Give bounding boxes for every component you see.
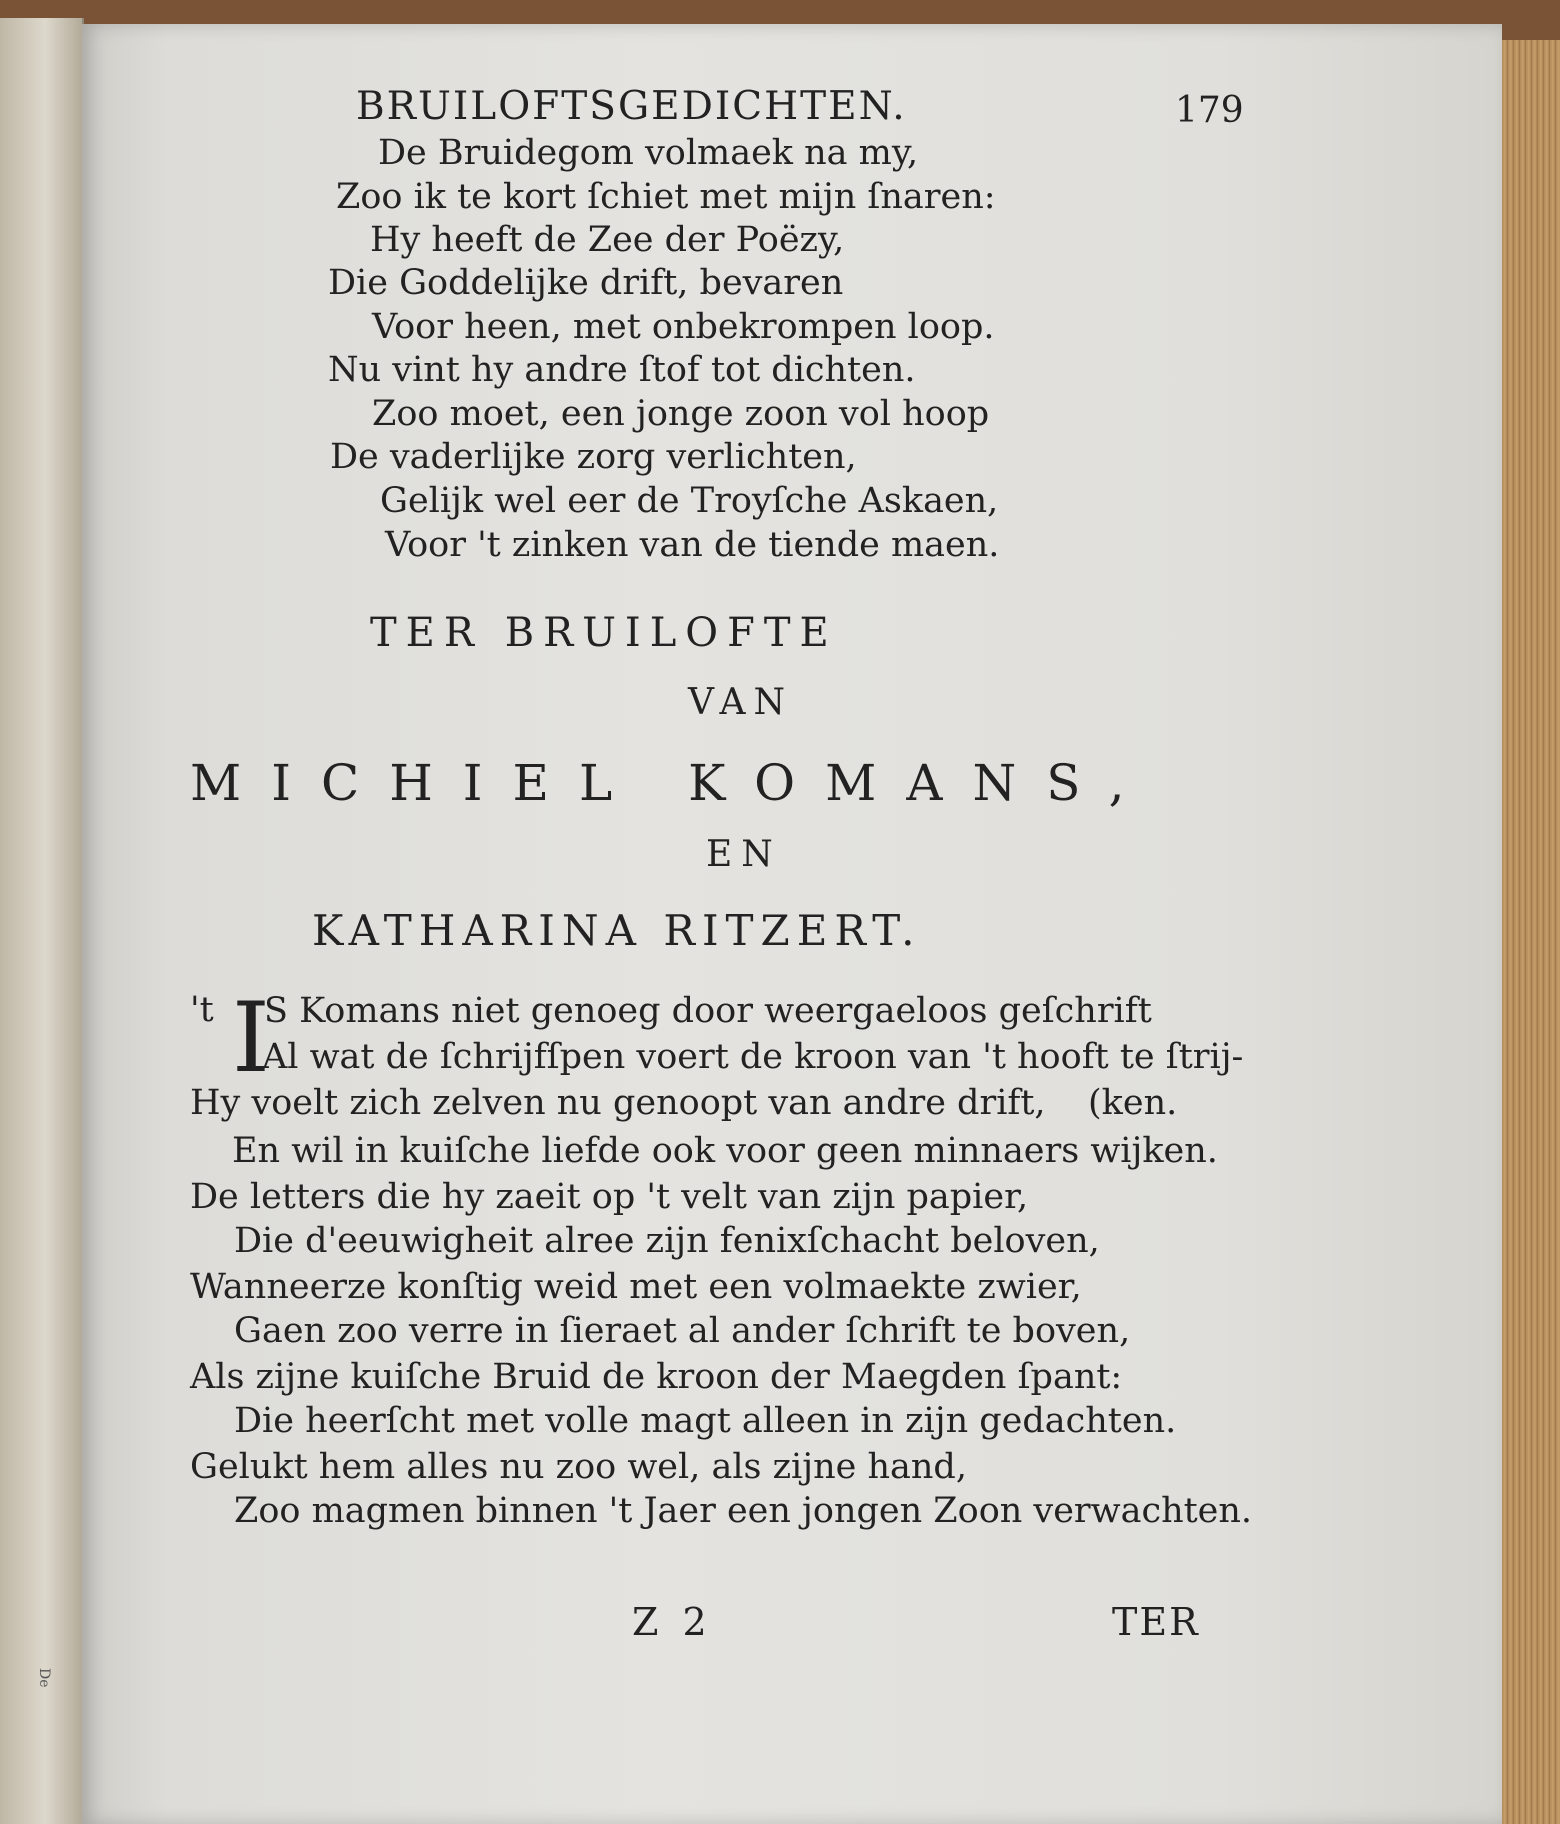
verse-line: Zoo moet, een jonge zoon vol hoop: [372, 394, 990, 434]
verse-line: Zoo magmen binnen 't Jaer een jongen Zoon verwachten.: [234, 1491, 1253, 1531]
verse-line: Gelijk wel eer de Troyſche Askaen,: [380, 481, 999, 521]
verse-line: Wanneerze konſtig weid met een volmaekte zwier,: [190, 1267, 1082, 1307]
verse-turnover: (ken.: [1088, 1083, 1178, 1123]
verse-line: Hy heeft de Zee der Poëzy,: [370, 220, 845, 260]
verse-line: De letters die hy zaeit op 't velt van zijn papier,: [190, 1177, 1029, 1217]
facing-page-edge: [0, 18, 84, 1824]
facing-page-fragment: De: [36, 1668, 52, 1688]
verse-line: Voor 't zinken van de tiende maen.: [385, 525, 1000, 565]
running-head: BRUILOFTSGEDICHTEN.: [356, 84, 907, 129]
page-number: 179: [1175, 90, 1244, 131]
drop-cap: I: [232, 982, 270, 1094]
verse-line: Zoo ik te kort ſchiet met mijn ſnaren:: [336, 177, 996, 217]
signature-mark: Z 2: [632, 1600, 713, 1644]
verse-line: Hy voelt zich zelven nu genoopt van andre drift,: [190, 1083, 1046, 1123]
verse-line: Die heerſcht met volle magt alleen in zijn gedachten.: [234, 1401, 1177, 1441]
verse-line: Als zijne kuiſche Bruid de kroon der Maegden ſpant:: [190, 1357, 1123, 1397]
page-block-edge: [1502, 40, 1560, 1824]
verse-line: De vaderlijke zorg verlichten,: [330, 437, 857, 477]
verse-line: En wil in kuiſche liefde ook voor geen minnaers wijken.: [232, 1131, 1218, 1171]
catchword: TER: [1112, 1600, 1200, 1644]
poem-title-groom: MICHIEL KOMANS,: [190, 754, 1155, 812]
poem-title-bride: KATHARINA RITZERT.: [312, 906, 922, 955]
poem-title-line: EN: [706, 834, 782, 875]
verse-line: Gaen zoo verre in ſieraet al ander ſchrift te boven,: [234, 1311, 1131, 1351]
verse-line: Nu vint hy andre ſtof tot dichten.: [328, 350, 916, 390]
verse-line: Gelukt hem alles nu zoo wel, als zijne hand,: [190, 1447, 967, 1487]
poem-title-line: VAN: [688, 682, 794, 723]
poem-title-line: TER BRUILOFTE: [370, 610, 838, 656]
verse-line: Die Goddelijke drift, bevaren: [328, 263, 844, 303]
drop-cap-prefix: 't: [190, 990, 214, 1030]
verse-line: Al wat de ſchrijfſpen voert de kroon van 't hooft te ſtrij-: [262, 1037, 1244, 1077]
verse-line: De Bruidegom volmaek na my,: [378, 133, 919, 173]
verse-line: Voor heen, met onbekrompen loop.: [372, 307, 995, 347]
verse-line: Die d'eeuwigheit alree zijn fenixſchacht beloven,: [234, 1221, 1100, 1261]
verse-line: S Komans niet genoeg door weergaeloos geſchrift: [264, 991, 1152, 1031]
